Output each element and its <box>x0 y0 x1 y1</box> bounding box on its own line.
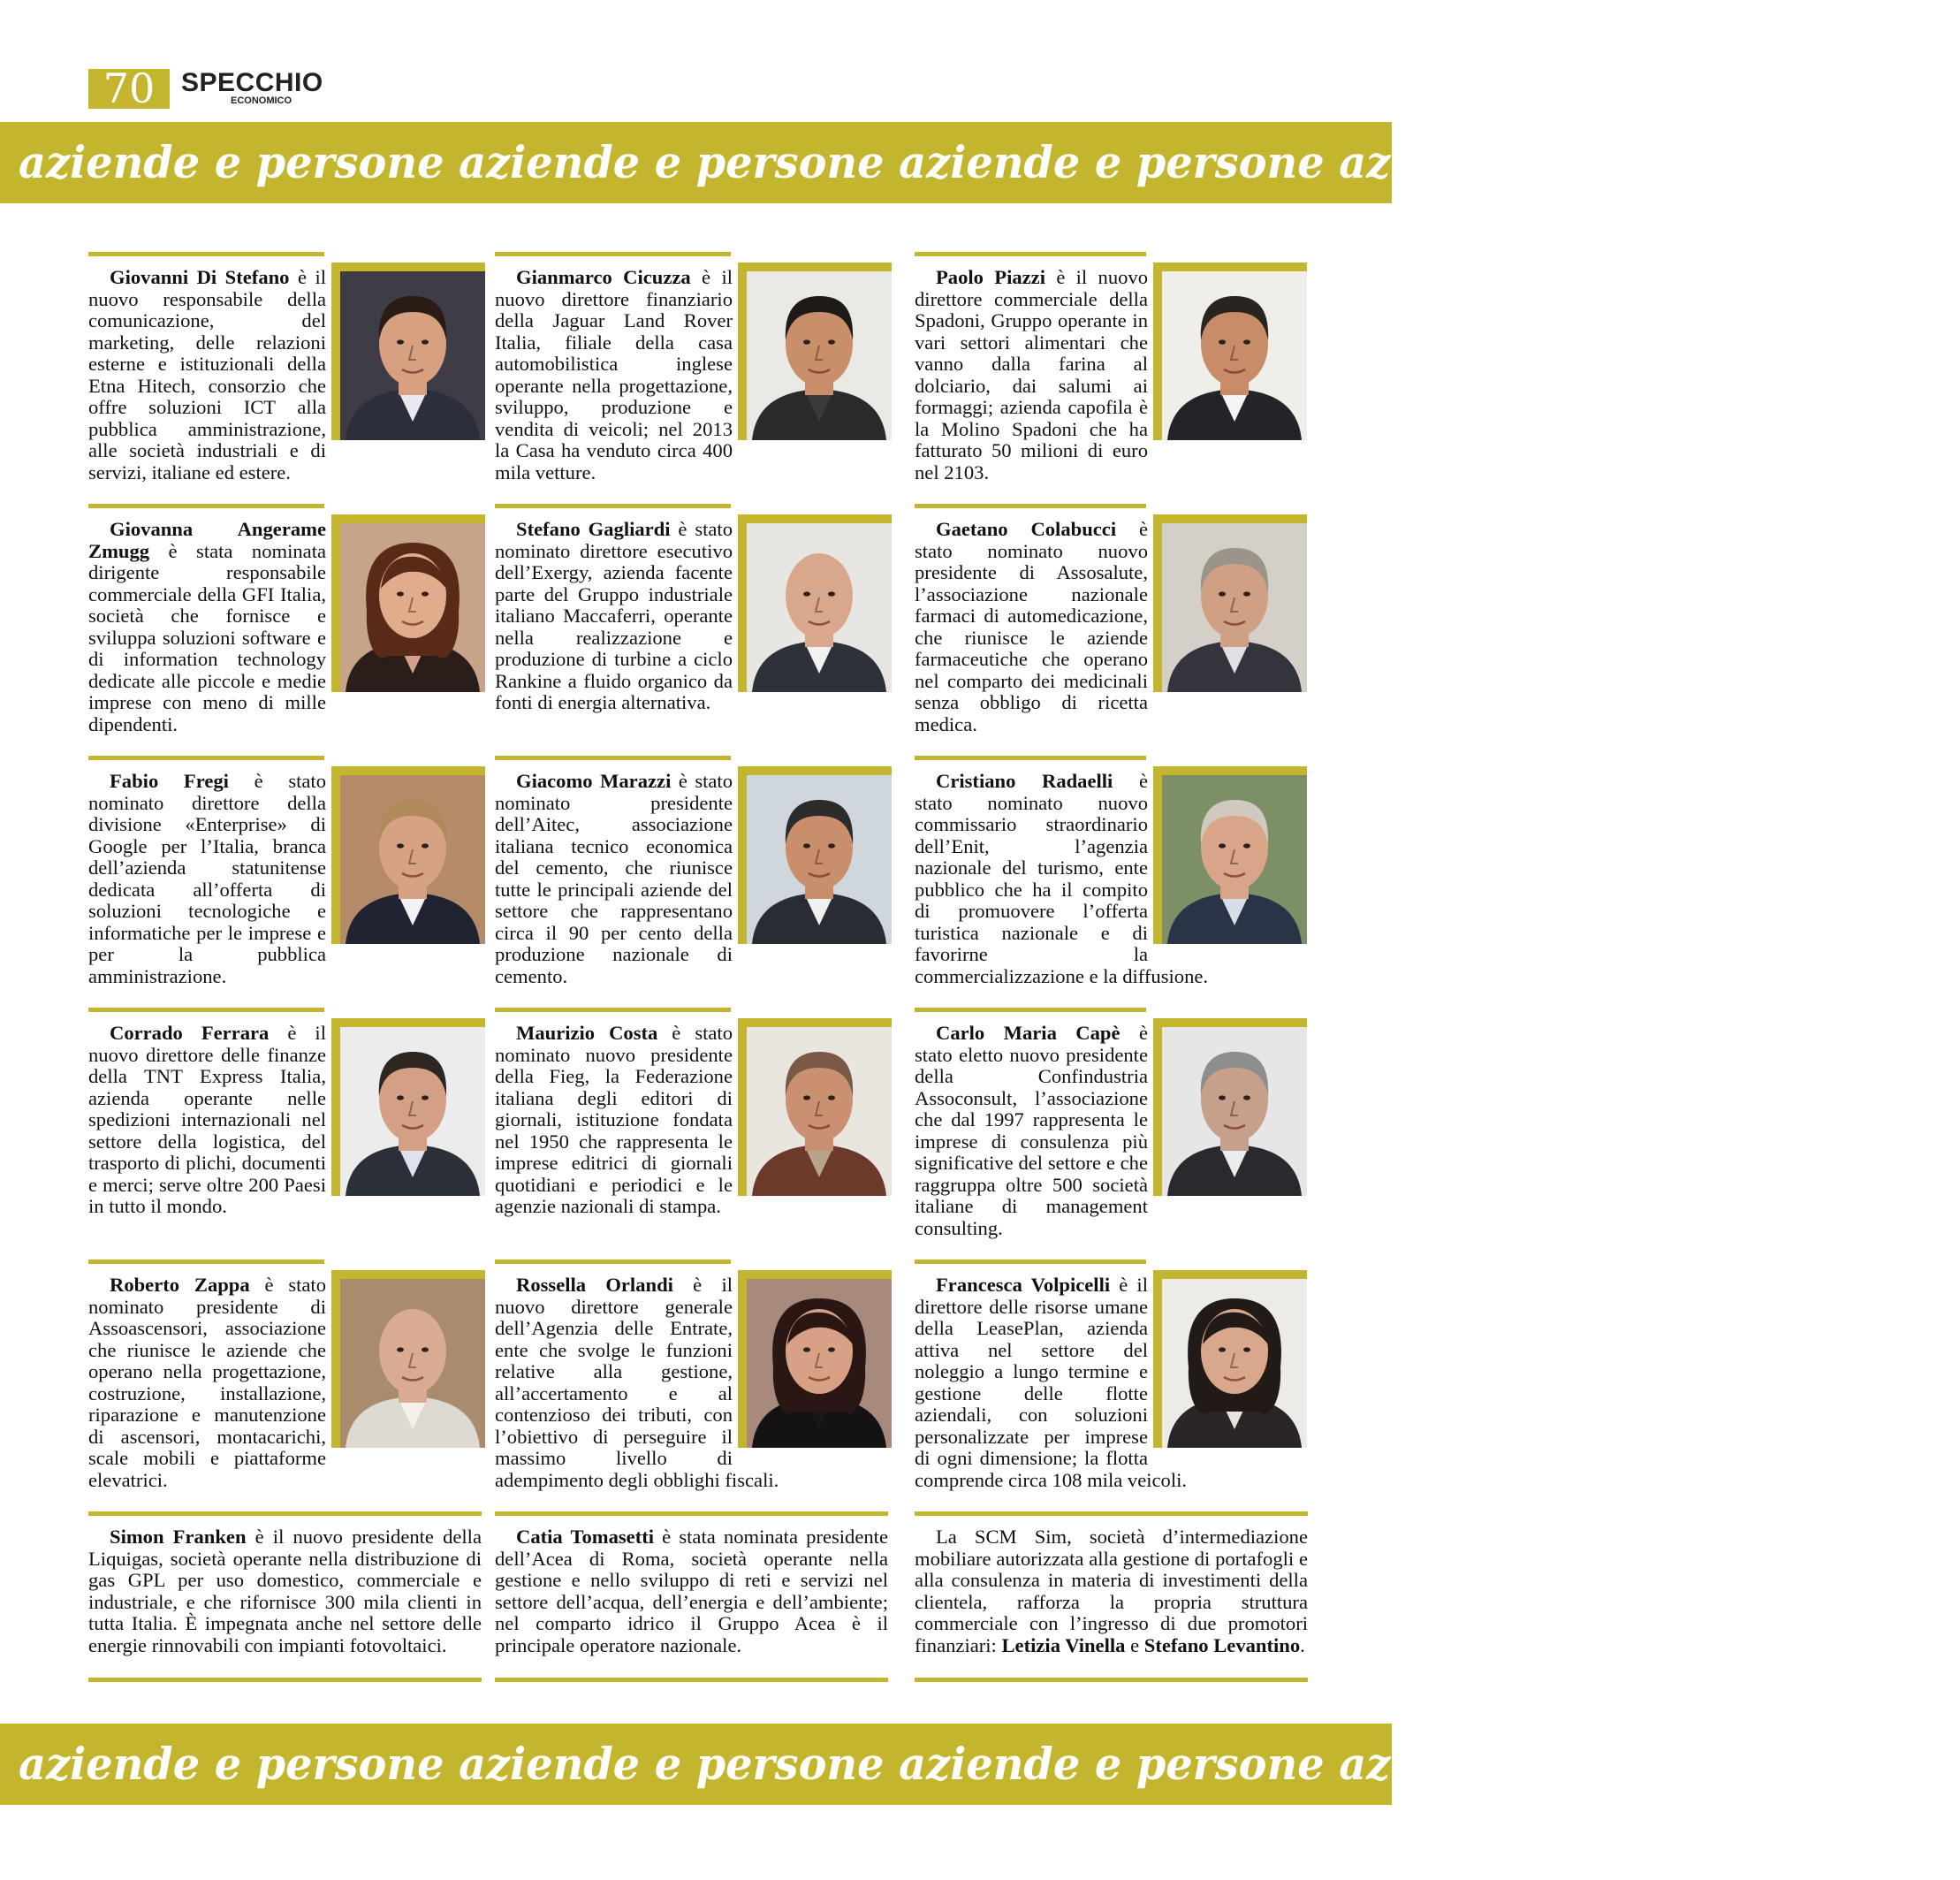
entry-lead-text: La SCM Sim, società d’intermediazione mobiliare autorizzata alla gestione di portafogli e alla consulenza in materia di investimenti della clientela, rafforza la propria struttura commerciale con l’ingresso di due promotori finanziari: <box>915 1526 1308 1656</box>
photo-spacer <box>1148 771 1308 946</box>
person-name: Corrado Ferrara <box>110 1022 270 1044</box>
person-description: è stato nominato nuovo commissario straordinario dell’Enit, l’agenzia nazionale del turismo, ente pubblico che ha il compito di promuovere l’offerta turistica nazionale e di favorirne la commercializzazione e la diffusione. <box>915 770 1209 987</box>
person-name: Fabio Fregi <box>110 770 229 792</box>
person-name: Giacomo Marazzi <box>516 770 672 792</box>
entry-text <box>88 1526 482 1656</box>
entry-divider <box>88 504 324 508</box>
person-name: Giovanna Angerame Zmugg <box>88 518 326 562</box>
entry-divider <box>495 756 731 760</box>
photo-spacer <box>326 267 482 442</box>
entry-text <box>495 519 888 714</box>
photo-spacer <box>733 267 888 442</box>
entry-text <box>495 1275 888 1491</box>
entry-text <box>495 267 888 483</box>
entry-text <box>915 1526 1308 1656</box>
person-name: Gianmarco Cicuzza <box>516 266 691 288</box>
person-name: Roberto Zappa <box>110 1274 250 1296</box>
person-entry <box>915 1008 1308 1246</box>
photo-spacer <box>326 1275 482 1450</box>
person-name: Carlo Maria Capè <box>936 1022 1121 1044</box>
entry-text <box>915 1023 1308 1239</box>
entry-text <box>495 1023 888 1218</box>
person-entry <box>495 252 888 491</box>
entry-divider-bottom <box>495 1678 888 1682</box>
text-only-entry <box>495 1511 888 1688</box>
section-band-bottom <box>0 1724 1960 1805</box>
photo-spacer <box>1148 519 1308 694</box>
entry-divider <box>495 1260 731 1264</box>
person-description: è stato nominato nuovo presidente di Assosalute, l’associazione nazionale farmaci di automedicazione, che riunisce le aziende farmaceutiche che operano nel comparto dei medicinali senza obbligo di ricetta medica. <box>915 518 1148 735</box>
entry-connector-text: e <box>1125 1633 1144 1656</box>
entry-divider <box>915 1260 1146 1264</box>
brand-subtitle: ECONOMICO <box>231 95 292 106</box>
entry-divider <box>495 1511 888 1516</box>
entry-divider <box>88 1260 324 1264</box>
person-description: è stato nominato direttore esecutivo dell’Exergy, azienda facente parte del Gruppo industriale italiano Maccaferri, operante nella realizzazione e produzione di turbine a ciclo Rankine a fluido organico da fonti di energia alternativa. <box>495 518 733 713</box>
person-description: è stata nominata presidente dell’Acea di Roma, società operante nella gestione e nello sviluppo di reti e servizi nel settore dell’acqua, dell’energia e dell’ambiente; nel comparto idrico il Gruppo Acea è il principale operatore nazionale. <box>495 1526 888 1656</box>
person-name: Stefano Levantino <box>1143 1633 1301 1656</box>
person-name: Paolo Piazzi <box>936 266 1045 288</box>
entry-text <box>495 771 888 987</box>
entry-text <box>88 1023 482 1218</box>
photo-spacer <box>733 771 888 946</box>
entry-divider <box>88 756 324 760</box>
person-description: è stato nominato nuovo presidente della Fieg, la Federazione italiana degli editori di giornali, istituzione fondata nel 1950 che rappresenta le imprese editrici di giornali quotidiani e periodici e le agenzie nazionali di stampa. <box>495 1022 733 1217</box>
person-name: Catia Tomasetti <box>516 1526 655 1548</box>
person-description: è il direttore delle risorse umane della LeasePlan, azienda attiva nel settore del noleggio a lungo termine e gestione delle flotte aziendali, con soluzioni personalizzate per imprese di ogni dimensione; la flotta comprende circa 108 mila veicoli. <box>915 1274 1188 1491</box>
photo-spacer <box>326 771 482 946</box>
entry-text <box>88 267 482 483</box>
entry-text <box>915 267 1308 483</box>
person-description: è il nuovo direttore commerciale della Spadoni, Gruppo operante in vari settori alimentari che vanno dalla farina al dolciario, dai salumi ai formaggi; azienda capofila è la Molino Spadoni che ha fatturato 50 milioni di euro nel 2103. <box>915 266 1149 483</box>
brand-name: SPECCHIO <box>181 68 323 97</box>
person-description: è stato nominato presidente dell’Aitec, associazione italiana tecnico economica del cemento, che riunisce tutte le principali aziende del settore che rappresentano circa il 90 per cento della produzione nazionale di cemento. <box>495 770 733 987</box>
person-entry <box>915 1260 1308 1498</box>
photo-spacer <box>733 1023 888 1198</box>
magazine-logo <box>181 70 323 106</box>
person-name: Letizia Vinella <box>1001 1633 1126 1656</box>
photo-spacer <box>733 1275 888 1450</box>
person-description: è il nuovo direttore generale dell’Agenzia delle Entrate, ente che svolge le funzioni relative alla gestione, all’accertamento e al contenzioso dei tributi, con l’obiettivo di perseguire il massimo livello di adempimento degli obblighi fiscali. <box>495 1274 779 1491</box>
person-entry <box>495 1260 888 1498</box>
photo-spacer <box>733 519 888 694</box>
person-entry <box>88 1260 482 1498</box>
person-entry <box>88 504 482 742</box>
person-entry <box>88 1008 482 1246</box>
person-description: è stato eletto nuovo presidente della Confindustria Assoconsult, l’associazione che dal 1997 rappresenta le imprese di consulenza più significative del settore e che raggruppa oltre 500 società italiane di management consulting. <box>915 1022 1148 1239</box>
person-entry <box>495 1008 888 1246</box>
person-name: Cristiano Radaelli <box>936 770 1113 792</box>
entry-text <box>915 771 1308 987</box>
person-name: Gaetano Colabucci <box>936 518 1117 540</box>
person-description: è il nuovo presidente della Liquigas, società operante nella distribuzione di gas GPL per uso domestico, commerciale e industriale, e che rifornisce 300 mila clienti in tutta Italia. È impegnata anche nel settore delle energie rinnovabili con impianti fotovoltaici. <box>88 1526 482 1656</box>
person-entry <box>88 756 482 994</box>
person-entry <box>495 504 888 742</box>
entry-divider <box>915 504 1146 508</box>
entry-text <box>915 1275 1308 1491</box>
entry-divider <box>915 756 1146 760</box>
entry-divider <box>88 1511 482 1516</box>
person-description: è stato nominato direttore della divisione «Enterprise» di Google per l’Italia, branca dell’azienda statunitense dedicata all’offerta di soluzioni tecnologiche e informatiche per le imprese e per la pubblica amministrazione. <box>88 770 326 987</box>
entry-divider <box>915 1008 1146 1012</box>
entry-text <box>915 519 1308 735</box>
person-name: Simon Franken <box>110 1526 247 1548</box>
entry-text <box>88 771 482 987</box>
photo-spacer <box>1148 1275 1308 1450</box>
person-entry <box>88 252 482 491</box>
photo-spacer <box>326 1023 482 1198</box>
text-only-entry <box>915 1511 1308 1688</box>
person-entry <box>915 504 1308 742</box>
entry-divider <box>915 252 1146 256</box>
person-name: Rossella Orlandi <box>516 1274 673 1296</box>
person-description: è il nuovo direttore delle finanze della TNT Express Italia, azienda operante nelle spedizioni internazionali nel settore della logistica, del trasporto di plichi, documenti e merci; serve oltre 200 Paesi in tutto il mondo. <box>88 1022 326 1217</box>
photo-spacer <box>1148 1023 1308 1198</box>
person-entry <box>495 756 888 994</box>
person-name: Giovanni Di Stefano <box>110 266 290 288</box>
person-name: Stefano Gagliardi <box>516 518 671 540</box>
entry-divider <box>88 1008 324 1012</box>
person-description: è stata nominata dirigente responsabile commerciale della GFI Italia, società che fornisce e sviluppa soluzioni software e di information technology dedicate alle piccole e medie imprese con meno di mille dipendenti. <box>88 539 326 735</box>
entry-divider <box>88 252 324 256</box>
entry-divider <box>915 1511 1308 1516</box>
person-entry <box>915 252 1308 491</box>
section-band-top <box>0 122 1960 203</box>
person-description: è stato nominato presidente di Assoascensori, associazione che riunisce le aziende che operano nella progettazione, costruzione, installazione, riparazione e manutenzione di ascensori, montacarichi, scale mobili e piattaforme elevatrici. <box>88 1274 327 1491</box>
section-band-text: aziende e persone aziende e persone aziende e persone aziende e persone aziende <box>19 1738 1960 1790</box>
entry-text <box>88 1275 482 1491</box>
entry-divider-bottom <box>915 1678 1308 1682</box>
person-name: Maurizio Costa <box>516 1022 658 1044</box>
text-only-entry <box>88 1511 482 1688</box>
entry-divider <box>495 252 731 256</box>
person-description: è il nuovo direttore finanziario della Jaguar Land Rover Italia, filiale della casa automobilistica inglese operante nella progettazione, sviluppo, produzione e vendita di veicoli; nel 2013 la Casa ha venduto circa 400 mila vetture. <box>495 266 733 483</box>
person-description: è il nuovo responsabile della comunicazione, del marketing, delle relazioni esterne e istituzionali della Etna Hitech, consorzio che offre soluzioni ICT alla pubblica amministrazione, alle società industriali e di servizi, italiane ed estere. <box>88 266 326 483</box>
entry-divider <box>495 1008 731 1012</box>
person-name: Francesca Volpicelli <box>936 1274 1111 1296</box>
photo-spacer <box>326 519 482 694</box>
entry-end-text: . <box>1300 1633 1305 1656</box>
page-number: 70 <box>88 69 170 109</box>
person-entry <box>915 756 1308 994</box>
entry-text <box>495 1526 888 1656</box>
entry-divider <box>495 504 731 508</box>
entry-text <box>88 519 482 735</box>
entry-divider-bottom <box>88 1678 482 1682</box>
section-band-text: aziende e persone aziende e persone aziende e persone aziende e persone aziende <box>19 136 1960 188</box>
photo-spacer <box>1148 267 1308 442</box>
